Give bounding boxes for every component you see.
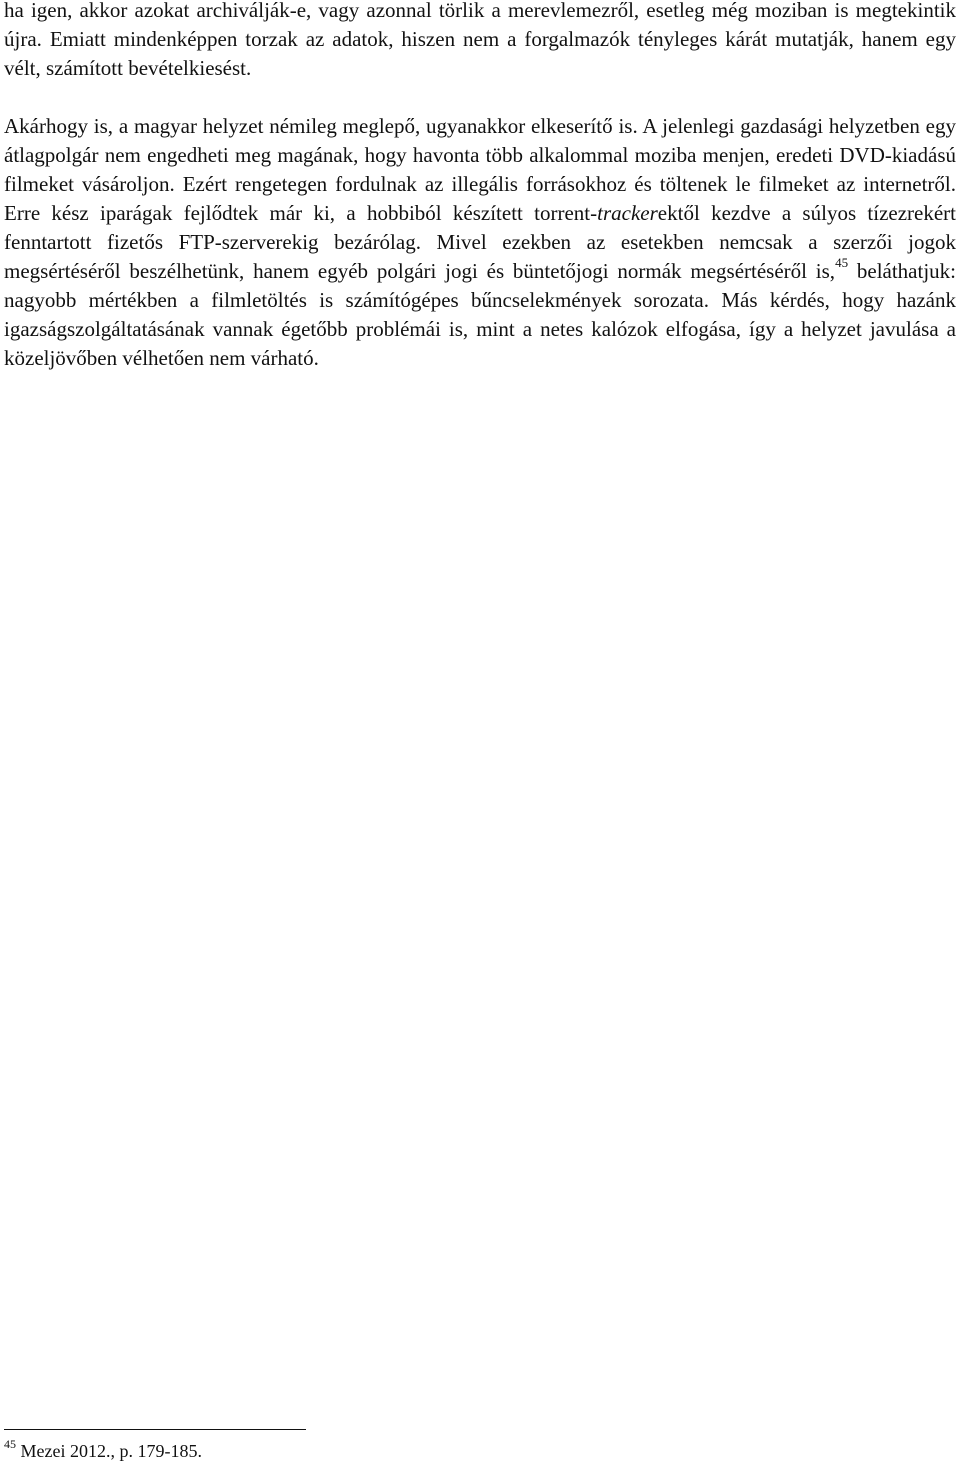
footnote-text: Mezei 2012., p. 179-185. (16, 1441, 202, 1461)
paragraph-2-text-c: beláthatjuk: nagyobb mértékben a filmletöltés is számítógépes bűncselekmények sorozata. Más kérdés, hogy hazánk igazságszolgáltatásának vannak égetőbb problémái is, mint a netes kalózok elfogása, így a helyzet javulása a közeljövőben vélhetően nem várható. (4, 259, 957, 370)
paragraph-1-text: ha igen, akkor azokat archiválják-e, vagy azonnal törlik a merevlemezről, esetleg még moziban is megtekintik újra. Emiatt mindenképpen torzak az adatok, hiszen nem a forgalmazók tényleges kárát mutatják, hanem egy vélt, számított bevételkiesést. (4, 0, 956, 80)
paragraph-2 (4, 112, 956, 373)
paragraph-2-text-a: Akárhogy is, a magyar helyzet némileg meglepő, ugyanakkor elkeserítő is. A jelenlegi gazdasági helyzetben egy átlagpolgár nem engedheti meg magának, hogy havonta több alkalommal moziba menjen, eredeti DVD-kiadású filmeket vásároljon. Ezért rengetegen fordulnak az illegális forrásokhoz és töltenek le filmeket az internetről. Erre kész iparágak fejlődtek már ki, a hobbiból készített torrent- (4, 114, 956, 225)
footnote-divider (4, 1429, 306, 1430)
paragraph-2-italic-term: tracker (597, 201, 658, 225)
paragraph-2-text-b: ektől kezdve a súlyos tízezrekért fenntartott fizetős FTP-szerverekig bezárólag. Mivel ezekben az esetekben nemcsak a szerzői jogok megsértéséről beszélhetünk, hanem egyéb polgári jogi és büntetőjogi normák megsértéséről is, (4, 201, 956, 283)
paragraph-1 (4, 0, 956, 83)
footnote-reference[interactable]: 45 (835, 255, 849, 270)
footnote-number: 45 (4, 1437, 16, 1451)
footnote (4, 1437, 202, 1462)
